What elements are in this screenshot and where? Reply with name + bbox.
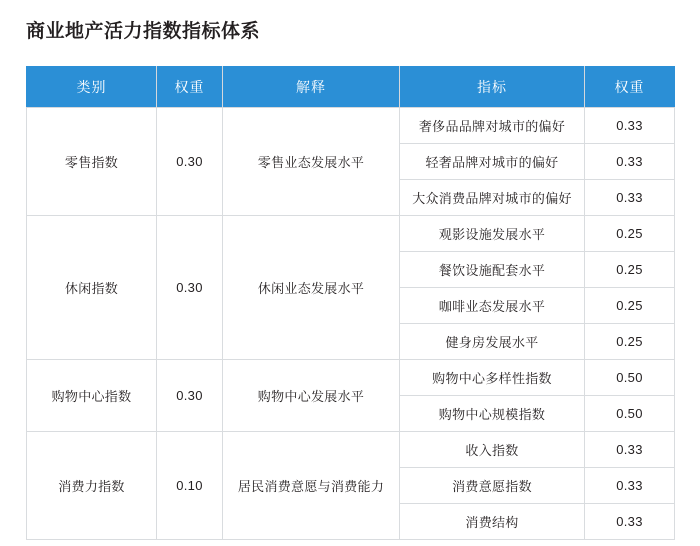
cell-indicator-weight: 0.33 (585, 108, 675, 144)
cell-indicator-weight: 0.25 (585, 288, 675, 324)
column-header-indicator-weight: 权重 (585, 67, 675, 108)
cell-indicator: 收入指数 (400, 432, 585, 468)
cell-indicator: 观影设施发展水平 (400, 216, 585, 252)
cell-category: 消费力指数 (27, 432, 157, 540)
indicator-table-container (26, 66, 674, 540)
cell-indicator: 购物中心多样性指数 (400, 360, 585, 396)
table-header-row (27, 67, 675, 108)
table-row (27, 360, 675, 396)
cell-category: 休闲指数 (27, 216, 157, 360)
cell-indicator-weight: 0.33 (585, 144, 675, 180)
cell-indicator-weight: 0.33 (585, 504, 675, 540)
cell-indicator: 消费意愿指数 (400, 468, 585, 504)
cell-category: 零售指数 (27, 108, 157, 216)
cell-indicator: 购物中心规模指数 (400, 396, 585, 432)
table-row (27, 108, 675, 144)
column-header-category: 类别 (27, 67, 157, 108)
cell-indicator-weight: 0.50 (585, 360, 675, 396)
table-body (27, 108, 675, 540)
cell-indicator: 奢侈品品牌对城市的偏好 (400, 108, 585, 144)
table-row (27, 432, 675, 468)
cell-indicator-weight: 0.50 (585, 396, 675, 432)
cell-explanation: 零售业态发展水平 (223, 108, 400, 216)
cell-category-weight: 0.30 (157, 108, 223, 216)
cell-explanation: 购物中心发展水平 (223, 360, 400, 432)
cell-indicator: 轻奢品牌对城市的偏好 (400, 144, 585, 180)
column-header-explanation: 解释 (223, 67, 400, 108)
cell-indicator-weight: 0.25 (585, 216, 675, 252)
table-row (27, 216, 675, 252)
cell-explanation: 休闲业态发展水平 (223, 216, 400, 360)
table-header (27, 67, 675, 108)
cell-indicator-weight: 0.33 (585, 468, 675, 504)
indicator-table (26, 66, 675, 540)
cell-indicator: 消费结构 (400, 504, 585, 540)
cell-indicator: 健身房发展水平 (400, 324, 585, 360)
cell-indicator: 咖啡业态发展水平 (400, 288, 585, 324)
cell-category-weight: 0.30 (157, 216, 223, 360)
cell-indicator: 餐饮设施配套水平 (400, 252, 585, 288)
page-title: 商业地产活力指数指标体系 (26, 21, 261, 42)
cell-indicator-weight: 0.33 (585, 180, 675, 216)
column-header-category-weight: 权重 (157, 67, 223, 108)
cell-category: 购物中心指数 (27, 360, 157, 432)
cell-explanation: 居民消费意愿与消费能力 (223, 432, 400, 540)
cell-indicator-weight: 0.25 (585, 324, 675, 360)
cell-indicator-weight: 0.25 (585, 252, 675, 288)
cell-indicator: 大众消费品牌对城市的偏好 (400, 180, 585, 216)
cell-category-weight: 0.30 (157, 360, 223, 432)
cell-category-weight: 0.10 (157, 432, 223, 540)
cell-indicator-weight: 0.33 (585, 432, 675, 468)
column-header-indicator: 指标 (400, 67, 585, 108)
